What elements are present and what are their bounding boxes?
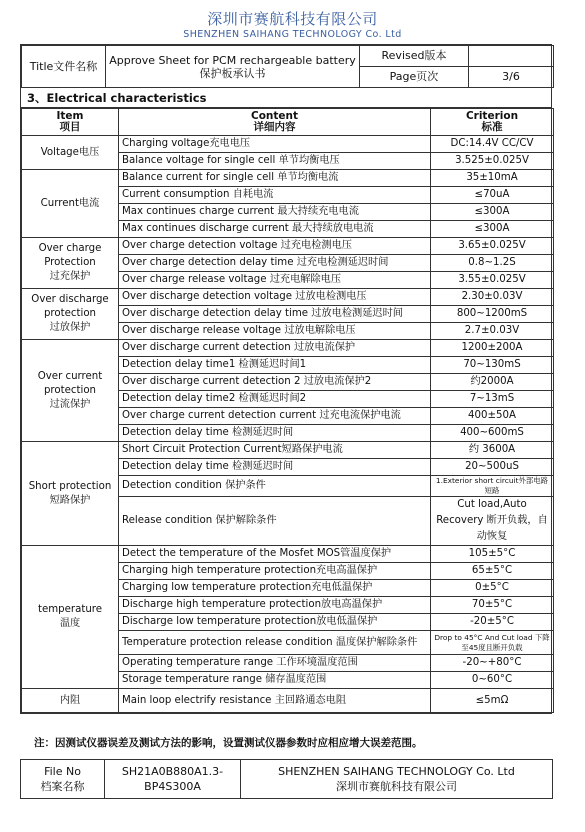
item-line: 短路保护 (49, 494, 91, 506)
content-cell: Release condition 保护解除条件 (119, 497, 431, 546)
criterion-cell: 约 3600A (431, 442, 554, 459)
content-cell: Charging voltage充电电压 (119, 136, 431, 153)
content-cell: Current consumption 自耗电流 (119, 187, 431, 204)
content-cell: Over charge current detection current 过充电流保护电流 (119, 408, 431, 425)
document-title (106, 46, 360, 88)
table-row (22, 442, 554, 459)
criterion-cell: 7~13mS (431, 391, 554, 408)
criterion-cell: 3.65±0.025V (431, 238, 554, 255)
criterion-cell: ≤300A (431, 221, 554, 238)
item-line: 温度 (59, 618, 81, 629)
criterion-cell: 65±5°C (431, 563, 554, 580)
criterion-header-en: Criterion (465, 110, 519, 122)
item-header-en: Item (56, 110, 84, 122)
criterion-cell: 0.8~1.2S (431, 255, 554, 272)
revised-value (469, 46, 554, 67)
page-label: Page页次 (360, 67, 469, 88)
criterion-cell: 800~1200mS (431, 306, 554, 323)
criterion-cell: Drop to 45°C And Cut load 下降至45度且断开负载 (431, 631, 554, 655)
content-cell: Detection delay time 检测延迟时间 (119, 459, 431, 476)
criterion-cell: 1.Exterior short circuit外部电路短路 (431, 476, 554, 497)
content-cell: Max continues discharge current 最大持续放电电流 (119, 221, 431, 238)
table-row (22, 689, 554, 713)
criterion-cell: 35±10mA (431, 170, 554, 187)
criterion-cell: 3.525±0.025V (431, 153, 554, 170)
criterion-cell: 105±5°C (431, 546, 554, 563)
criterion-cell: DC:14.4V CC/CV (431, 136, 554, 153)
content-cell: Discharge high temperature protection放电高温保护 (119, 597, 431, 614)
item-line: protection (43, 308, 97, 319)
content-cell: Over charge detection delay time 过充电检测延迟时间 (119, 255, 431, 272)
content-cell: Balance current for single cell 单节均衡电流 (119, 170, 431, 187)
item-line: temperature (37, 604, 103, 615)
criterion-cell: -20±5°C (431, 614, 554, 631)
revised-label: Revised版本 (360, 46, 469, 67)
electrical-characteristics-table (21, 108, 554, 713)
criterion-cell: 400±50A (431, 408, 554, 425)
content-cell: Discharge low temperature protection放电低温保护 (119, 614, 431, 631)
item-line: 过放保护 (49, 322, 91, 333)
page-value: 3/6 (469, 67, 554, 88)
item-column-header (22, 109, 119, 136)
footer-company-en: SHENZHEN SAIHANG TECHNOLOGY Co. Ltd (278, 765, 515, 778)
content-column-header (119, 109, 431, 136)
criterion-cell: 70±5°C (431, 597, 554, 614)
item-cell (22, 170, 119, 238)
criterion-header-cn: 标准 (481, 121, 503, 133)
criterion-cell: 3.55±0.025V (431, 272, 554, 289)
content-cell: Detect the temperature of the Mosfet MOS管温度保护 (119, 546, 431, 563)
content-cell: Storage temperature range 储存温度范围 (119, 672, 431, 689)
item-line: 内阻 (59, 694, 81, 706)
content-cell: Short Circuit Protection Current短路保护电流 (119, 442, 431, 459)
criterion-cell: Cut load,Auto Recovery 断开负载，自动恢复 (431, 497, 554, 546)
criterion-cell: 70~130mS (431, 357, 554, 374)
content-cell: Detection delay time 检测延迟时间 (119, 425, 431, 442)
header-table (21, 45, 554, 88)
content-cell: Max continues charge current 最大持续充电电流 (119, 204, 431, 221)
item-header-cn: 项目 (59, 121, 81, 133)
document-title-cn: 保护板承认书 (199, 66, 266, 80)
content-cell: Over charge detection voltage 过充电检测电压 (119, 238, 431, 255)
content-cell: Over discharge detection delay time 过放电检测延迟时间 (119, 306, 431, 323)
criterion-column-header (431, 109, 554, 136)
content-cell: Over discharge detection voltage 过放电检测电压 (119, 289, 431, 306)
item-line: Short protection (28, 480, 112, 492)
criterion-cell: 1200±200A (431, 340, 554, 357)
footer (20, 759, 552, 799)
criterion-cell: ≤70uA (431, 187, 554, 204)
title-label: Title文件名称 (22, 46, 106, 88)
item-line: Voltage电压 (40, 146, 100, 158)
table-row (22, 238, 554, 255)
file-no-label-en: File No (44, 765, 81, 778)
content-cell: Main loop electrify resistance 主回路通态电阻 (119, 689, 431, 713)
company-name-en: SHENZHEN SAIHANG TECHNOLOGY Co. Ltd (183, 29, 402, 40)
criterion-cell: ≤5mΩ (431, 689, 554, 713)
criterion-cell: 2.7±0.03V (431, 323, 554, 340)
table-row (22, 289, 554, 306)
content-cell: Balance voltage for single cell 单节均衡电压 (119, 153, 431, 170)
criterion-cell: 20~500uS (431, 459, 554, 476)
test-note: 注：因测试仪器误差及测试方法的影响，设置测试仪器参数时应相应增大误差范围。 (34, 737, 423, 749)
file-no-label-cn: 档案名称 (40, 780, 85, 793)
content-cell: Over discharge release voltage 过放电解除电压 (119, 323, 431, 340)
item-cell (22, 136, 119, 170)
criterion-cell: 约2000A (431, 374, 554, 391)
footer-company-cn: 深圳市赛航科技有限公司 (336, 780, 457, 793)
content-cell: Temperature protection release condition 温度保护解除条件 (119, 631, 431, 655)
item-cell (22, 442, 119, 546)
item-cell (22, 689, 119, 713)
content-cell: Charging low temperature protection充电低温保护 (119, 580, 431, 597)
content-cell: Operating temperature range 工作环境温度范围 (119, 655, 431, 672)
item-line: Over charge (38, 243, 102, 254)
footer-company (241, 760, 553, 799)
document-title-en: Approve Sheet for PCM rechargeable battery (109, 53, 356, 67)
file-no-value: SH21A0B880A1.3-BP4S300A (105, 760, 241, 799)
content-cell: Charging high temperature protection充电高温保护 (119, 563, 431, 580)
table-row (22, 340, 554, 357)
item-line: 过充保护 (49, 271, 91, 282)
item-line: protection (43, 384, 97, 396)
criterion-cell: 2.30±0.03V (431, 289, 554, 306)
content-cell: Over discharge current detection 2 过放电流保护2 (119, 374, 431, 391)
item-line: Protection (44, 257, 96, 268)
table-row (22, 136, 554, 153)
content-cell: Detection delay time1 检测延迟时间1 (119, 357, 431, 374)
item-line: Over discharge (31, 294, 109, 305)
content-cell: Detection condition 保护条件 (119, 476, 431, 497)
item-cell (22, 340, 119, 442)
content-cell: Over discharge current detection 过放电流保护 (119, 340, 431, 357)
table-row (22, 546, 554, 563)
criterion-cell: ≤300A (431, 204, 554, 221)
file-no-label (21, 760, 105, 799)
content-cell: Detection delay time2 检测延迟时间2 (119, 391, 431, 408)
item-cell (22, 238, 119, 289)
criterion-cell: 0±5°C (431, 580, 554, 597)
content-cell: Over charge release voltage 过充电解除电压 (119, 272, 431, 289)
table-row (22, 170, 554, 187)
approve-sheet (20, 44, 552, 714)
company-name-cn: 深圳市赛航科技有限公司 (207, 10, 378, 28)
criterion-cell: 0~60°C (431, 672, 554, 689)
content-header-en: Content (250, 110, 299, 122)
item-line: Over current (37, 370, 103, 382)
criterion-cell: -20~+80°C (431, 655, 554, 672)
content-header-cn: 详细内容 (253, 121, 296, 133)
section-title: 3、Electrical characteristics (21, 88, 551, 108)
item-line: 过流保护 (49, 398, 91, 410)
item-cell (22, 289, 119, 340)
item-line: Current电流 (40, 197, 100, 209)
criterion-cell: 400~600mS (431, 425, 554, 442)
item-cell (22, 546, 119, 689)
